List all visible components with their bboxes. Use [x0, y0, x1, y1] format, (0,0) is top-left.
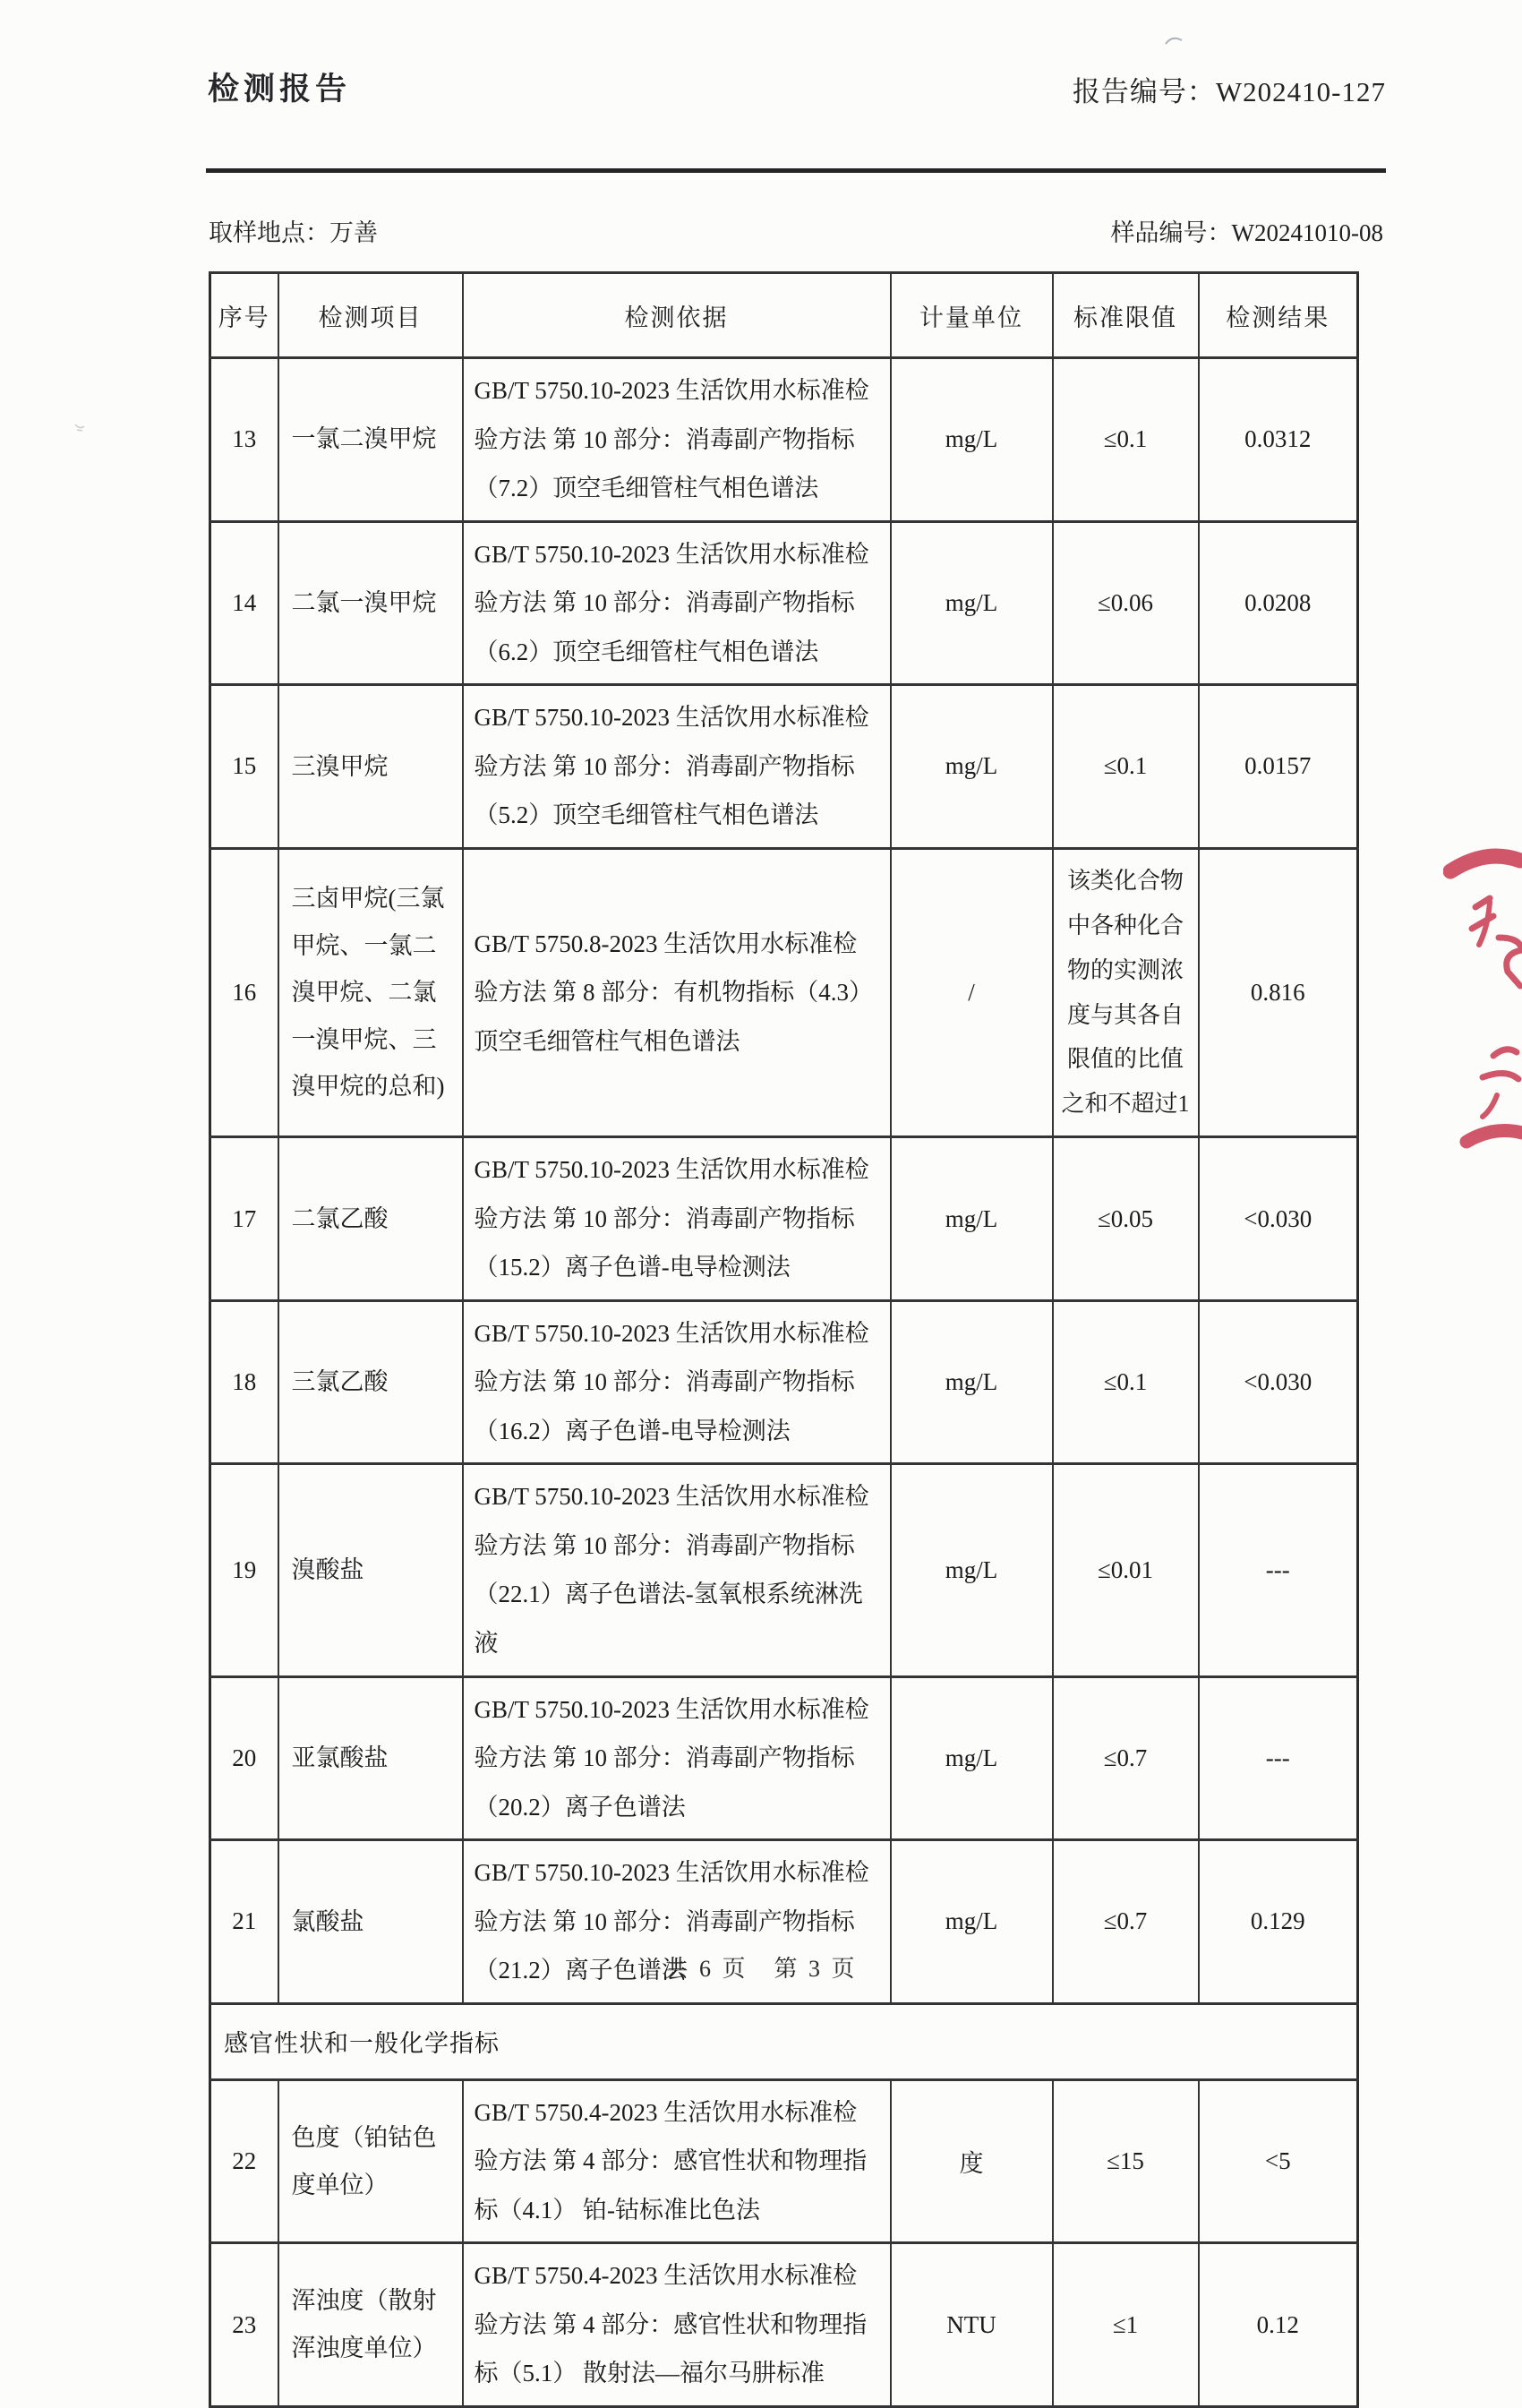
cell-item: 亚氯酸盐	[278, 1676, 463, 1840]
cell-basis: GB/T 5750.10-2023 生活饮用水标准检验方法 第 10 部分：消毒副产物指标（7.2）顶空毛细管柱气相色谱法	[463, 358, 891, 522]
cell-unit: NTU	[891, 2243, 1053, 2407]
table-section-row	[210, 2003, 1358, 2079]
cell-seq: 22	[210, 2079, 278, 2243]
cell-item: 溴酸盐	[278, 1464, 463, 1676]
cell-limit: ≤0.05	[1053, 1137, 1199, 1301]
report-number-label: 报告编号：	[1072, 76, 1216, 107]
cell-result: 0.0312	[1199, 358, 1358, 522]
cell-item: 三氯乙酸	[278, 1300, 463, 1464]
cell-basis: GB/T 5750.4-2023 生活饮用水标准检验方法 第 4 部分：感官性状和物理指标（5.1） 散射法—福尔马肼标准	[463, 2243, 891, 2407]
table-row	[210, 1464, 1358, 1676]
cell-unit: mg/L	[891, 1840, 1053, 2004]
page-title: 检测报告	[208, 72, 352, 107]
cell-result: ---	[1199, 1676, 1358, 1840]
sample-number-value: W20241010-08	[1231, 219, 1383, 246]
cell-result: 0.0157	[1199, 685, 1358, 849]
cell-seq: 23	[210, 2243, 278, 2407]
sub-header	[209, 213, 1383, 248]
col-header-seq: 序号	[210, 273, 278, 358]
table-row	[210, 848, 1358, 1136]
cell-limit: 该类化合物中各种化合物的实测浓度与其各自限值的比值之和不超过1	[1053, 848, 1199, 1136]
table-row	[210, 685, 1358, 849]
cell-unit: mg/L	[891, 1300, 1053, 1464]
cell-seq: 14	[210, 521, 278, 685]
sample-number	[1111, 213, 1383, 248]
cell-seq: 19	[210, 1464, 278, 1676]
table-row	[210, 358, 1358, 522]
page-header	[208, 64, 1386, 109]
scan-noise-mark	[73, 421, 86, 432]
cell-item: 色度（铂钴色度单位）	[278, 2079, 463, 2243]
cell-limit: ≤0.1	[1053, 685, 1199, 849]
col-header-item: 检测项目	[278, 273, 463, 358]
scan-noise-mark	[1164, 34, 1184, 47]
table-row	[210, 521, 1358, 685]
cell-item: 一氯二溴甲烷	[278, 358, 463, 522]
cell-basis: GB/T 5750.4-2023 生活饮用水标准检验方法 第 4 部分：感官性状和物理指标（4.1） 铂-钴标准比色法	[463, 2079, 891, 2243]
cell-limit: ≤0.06	[1053, 521, 1199, 685]
cell-basis: GB/T 5750.10-2023 生活饮用水标准检验方法 第 10 部分：消毒副产物指标（21.2）离子色谱法	[463, 1840, 891, 2004]
cell-unit: mg/L	[891, 1137, 1053, 1301]
sampling-location-label: 取样地点：	[209, 219, 329, 246]
cell-unit: mg/L	[891, 685, 1053, 849]
cell-unit: 度	[891, 2079, 1053, 2243]
table-header-row	[210, 273, 1358, 358]
report-number	[1073, 69, 1386, 109]
cell-seq: 17	[210, 1137, 278, 1301]
sample-number-label: 样品编号：	[1110, 219, 1232, 246]
cell-result: ---	[1199, 1464, 1358, 1676]
report-number-value: W202410-127	[1215, 76, 1386, 107]
cell-basis: GB/T 5750.10-2023 生活饮用水标准检验方法 第 10 部分：消毒副产物指标（22.1）离子色谱法-氢氧根系统淋洗液	[463, 1464, 891, 1676]
cell-unit: mg/L	[891, 1676, 1053, 1840]
cell-seq: 18	[210, 1300, 278, 1464]
table-row	[210, 1137, 1358, 1301]
cell-seq: 13	[210, 358, 278, 522]
header-divider	[206, 168, 1386, 173]
cell-result: <0.030	[1199, 1300, 1358, 1464]
red-stamp-fragment	[1443, 837, 1522, 1167]
col-header-limit: 标准限值	[1053, 273, 1199, 358]
col-header-basis: 检测依据	[463, 273, 891, 358]
table-row	[210, 1300, 1358, 1464]
cell-seq: 16	[210, 848, 278, 1136]
cell-seq: 21	[210, 1840, 278, 2004]
cell-result: 0.129	[1199, 1840, 1358, 2004]
cell-unit: mg/L	[891, 358, 1053, 522]
table-row	[210, 2079, 1358, 2243]
col-header-unit: 计量单位	[891, 273, 1053, 358]
cell-unit: mg/L	[891, 1464, 1053, 1676]
cell-result: 0.816	[1199, 848, 1358, 1136]
cell-item: 二氯乙酸	[278, 1137, 463, 1301]
cell-seq: 15	[210, 685, 278, 849]
cell-limit: ≤0.7	[1053, 1840, 1199, 2004]
sampling-location	[209, 213, 378, 248]
cell-item: 氯酸盐	[278, 1840, 463, 2004]
cell-basis: GB/T 5750.10-2023 生活饮用水标准检验方法 第 10 部分：消毒副产物指标（16.2）离子色谱-电导检测法	[463, 1300, 891, 1464]
cell-item: 三溴甲烷	[278, 685, 463, 849]
cell-item: 三卤甲烷(三氯甲烷、一氯二溴甲烷、二氯一溴甲烷、三溴甲烷的总和)	[278, 848, 463, 1136]
section-header: 感官性状和一般化学指标	[210, 2003, 1358, 2079]
table-row	[210, 1676, 1358, 1840]
cell-basis: GB/T 5750.10-2023 生活饮用水标准检验方法 第 10 部分：消毒副产物指标（6.2）顶空毛细管柱气相色谱法	[463, 521, 891, 685]
cell-limit: ≤0.01	[1053, 1464, 1199, 1676]
table-row	[210, 2243, 1358, 2407]
cell-result: <0.030	[1199, 1137, 1358, 1301]
cell-seq: 20	[210, 1676, 278, 1840]
cell-basis: GB/T 5750.10-2023 生活饮用水标准检验方法 第 10 部分：消毒副产物指标（15.2）离子色谱-电导检测法	[463, 1137, 891, 1301]
sampling-location-value: 万善	[329, 219, 378, 246]
cell-result: 0.12	[1199, 2243, 1358, 2407]
col-header-result: 检测结果	[1199, 273, 1358, 358]
cell-basis: GB/T 5750.10-2023 生活饮用水标准检验方法 第 10 部分：消毒副产物指标（5.2）顶空毛细管柱气相色谱法	[463, 685, 891, 849]
test-results-table	[209, 271, 1359, 2408]
cell-result: <5	[1199, 2079, 1358, 2243]
cell-basis: GB/T 5750.10-2023 生活饮用水标准检验方法 第 10 部分：消毒副产物指标（20.2）离子色谱法	[463, 1676, 891, 1840]
cell-item: 二氯一溴甲烷	[278, 521, 463, 685]
cell-limit: ≤1	[1053, 2243, 1199, 2407]
cell-limit: ≤0.7	[1053, 1676, 1199, 1840]
cell-limit: ≤15	[1053, 2079, 1199, 2243]
cell-limit: ≤0.1	[1053, 358, 1199, 522]
cell-item: 浑浊度（散射浑浊度单位）	[278, 2243, 463, 2407]
cell-limit: ≤0.1	[1053, 1300, 1199, 1464]
cell-result: 0.0208	[1199, 521, 1358, 685]
red-stamp-icon	[1443, 837, 1522, 1167]
cell-unit: /	[891, 848, 1053, 1136]
page-number: 共 6 页 第 3 页	[664, 1956, 858, 1982]
cell-unit: mg/L	[891, 521, 1053, 685]
cell-basis: GB/T 5750.8-2023 生活饮用水标准检验方法 第 8 部分：有机物指标（4.3）顶空毛细管柱气相色谱法	[463, 848, 891, 1136]
